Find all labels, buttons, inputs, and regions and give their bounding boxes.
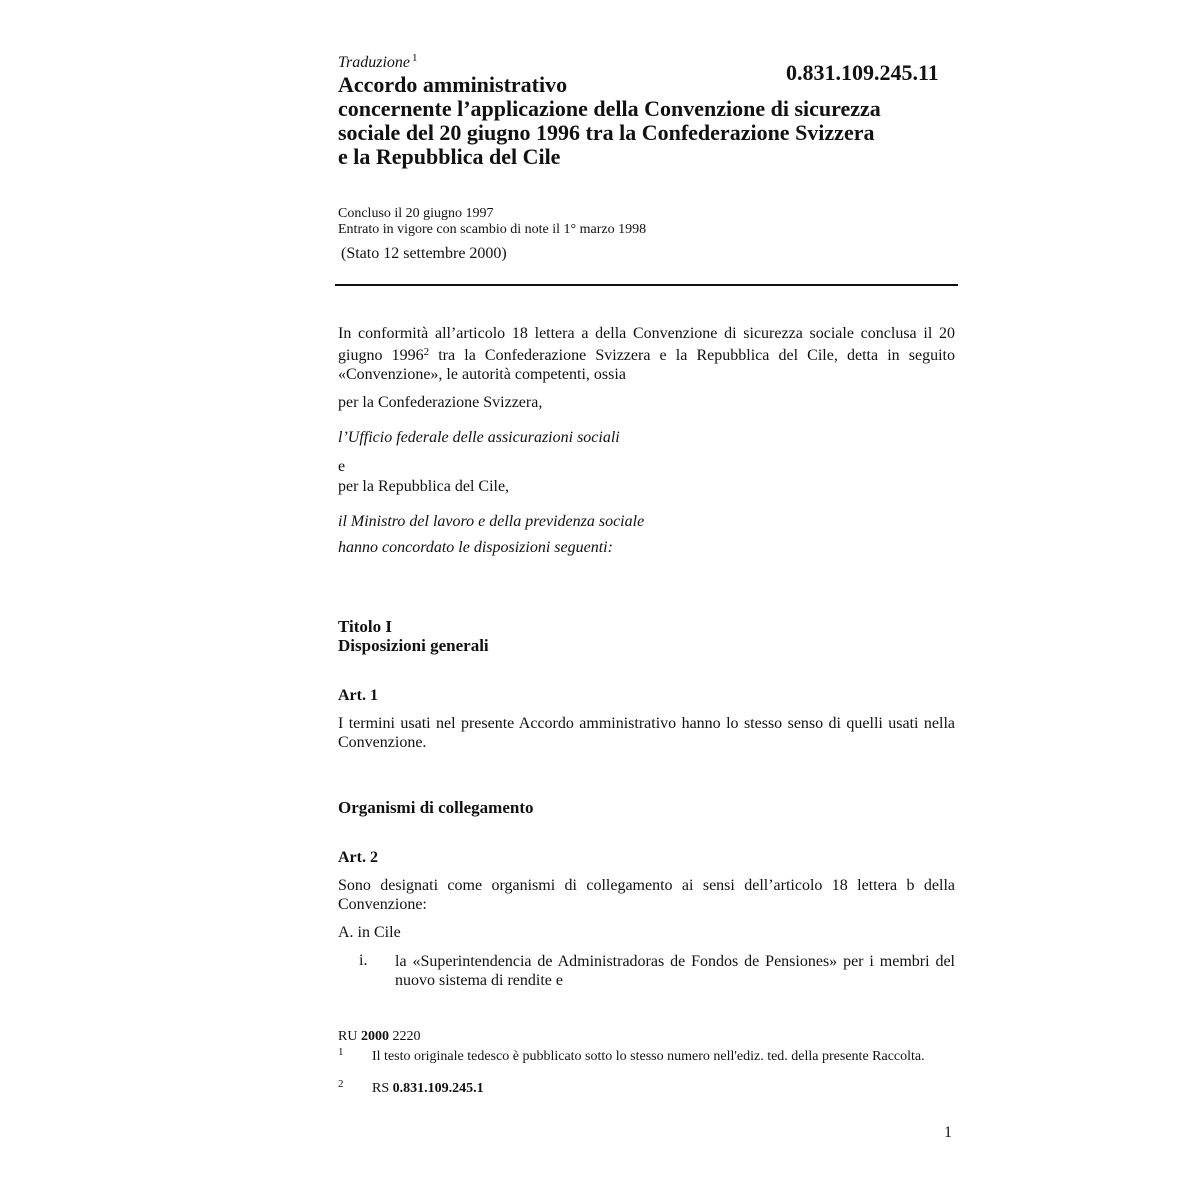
- footnote-number: 2: [338, 1078, 344, 1090]
- translation-label: Traduzione $^1$: [338, 52, 418, 71]
- footnote-ref-2[interactable]: 2: [423, 346, 430, 358]
- conjunction: e: [338, 458, 346, 475]
- footnote-number: 1: [338, 1046, 344, 1058]
- entry-into-force: Entrato in vigore con scambio di note il 1° marzo 1998: [338, 222, 647, 237]
- chile-authority: il Ministro del lavoro e della previdenza sociale: [338, 513, 645, 530]
- preamble-intro: In conformità all’articolo 18 lettera a della Convenzione di sicurezza sociale conclusa il 20 giugno 1996$^2$ tra la Confederazione Svizzera e la Repubblica del Cile, detta in seguito «Convenzione», le autorità competenti, ossia: [338, 325, 956, 383]
- swiss-party: per la Confederazione Svizzera,: [338, 394, 543, 411]
- agreement-clause: hanno concordato le disposizioni seguenti:: [338, 539, 613, 556]
- art2-text: Sono designati come organismi di collegamento ai sensi dell’articolo 18 lettera b della Convenzione:: [338, 877, 955, 913]
- document-meta: [338, 206, 646, 238]
- ru-reference: RU 2000 2220: [338, 1029, 421, 1044]
- title-label: Titolo I: [338, 617, 393, 636]
- title-line: e la Repubblica del Cile: [338, 144, 561, 169]
- page-number: 1: [944, 1124, 952, 1141]
- art2-heading: Art. 2: [338, 849, 378, 866]
- list-item-text: la «Superintendencia de Administradoras de Fondos de Pensiones» per i membri del nuovo sistema di rendite e: [395, 953, 955, 989]
- list-item-number: i.: [359, 952, 368, 969]
- document-title: [338, 73, 958, 169]
- document-number: 0.831.109.245.11: [786, 60, 939, 85]
- title-line: Accordo amministrativo: [338, 72, 568, 97]
- rs-link[interactable]: 0.831.109.245.1: [392, 1081, 484, 1096]
- art1-heading: Art. 1: [338, 687, 378, 704]
- chile-party: per la Repubblica del Cile,: [338, 478, 510, 495]
- title-line: sociale del 20 giugno 1996 tra la Confederazione Svizzera: [338, 120, 875, 145]
- art2-sub-a: A. in Cile: [338, 924, 401, 941]
- header-divider: [335, 284, 958, 286]
- footnote-text: RS 0.831.109.245.1: [372, 1081, 484, 1096]
- status-date: (Stato 12 settembre 2000): [341, 245, 507, 262]
- section-heading: Organismi di collegamento: [338, 798, 534, 817]
- swiss-authority: l’Ufficio federale delle assicurazioni sociali: [338, 429, 620, 446]
- footnote-ref-1[interactable]: 1: [412, 52, 418, 64]
- title-line: concernente l’applicazione della Convenzione di sicurezza: [338, 96, 881, 121]
- title-name: Disposizioni generali: [338, 636, 489, 655]
- art1-text: I termini usati nel presente Accordo amministrativo hanno lo stesso senso di quelli usati nella Convenzione.: [338, 715, 955, 751]
- concluded-date: Concluso il 20 giugno 1997: [338, 206, 494, 221]
- footnote-text: Il testo originale tedesco è pubblicato sotto lo stesso numero nell'ediz. ted. della presente Raccolta.: [372, 1049, 925, 1064]
